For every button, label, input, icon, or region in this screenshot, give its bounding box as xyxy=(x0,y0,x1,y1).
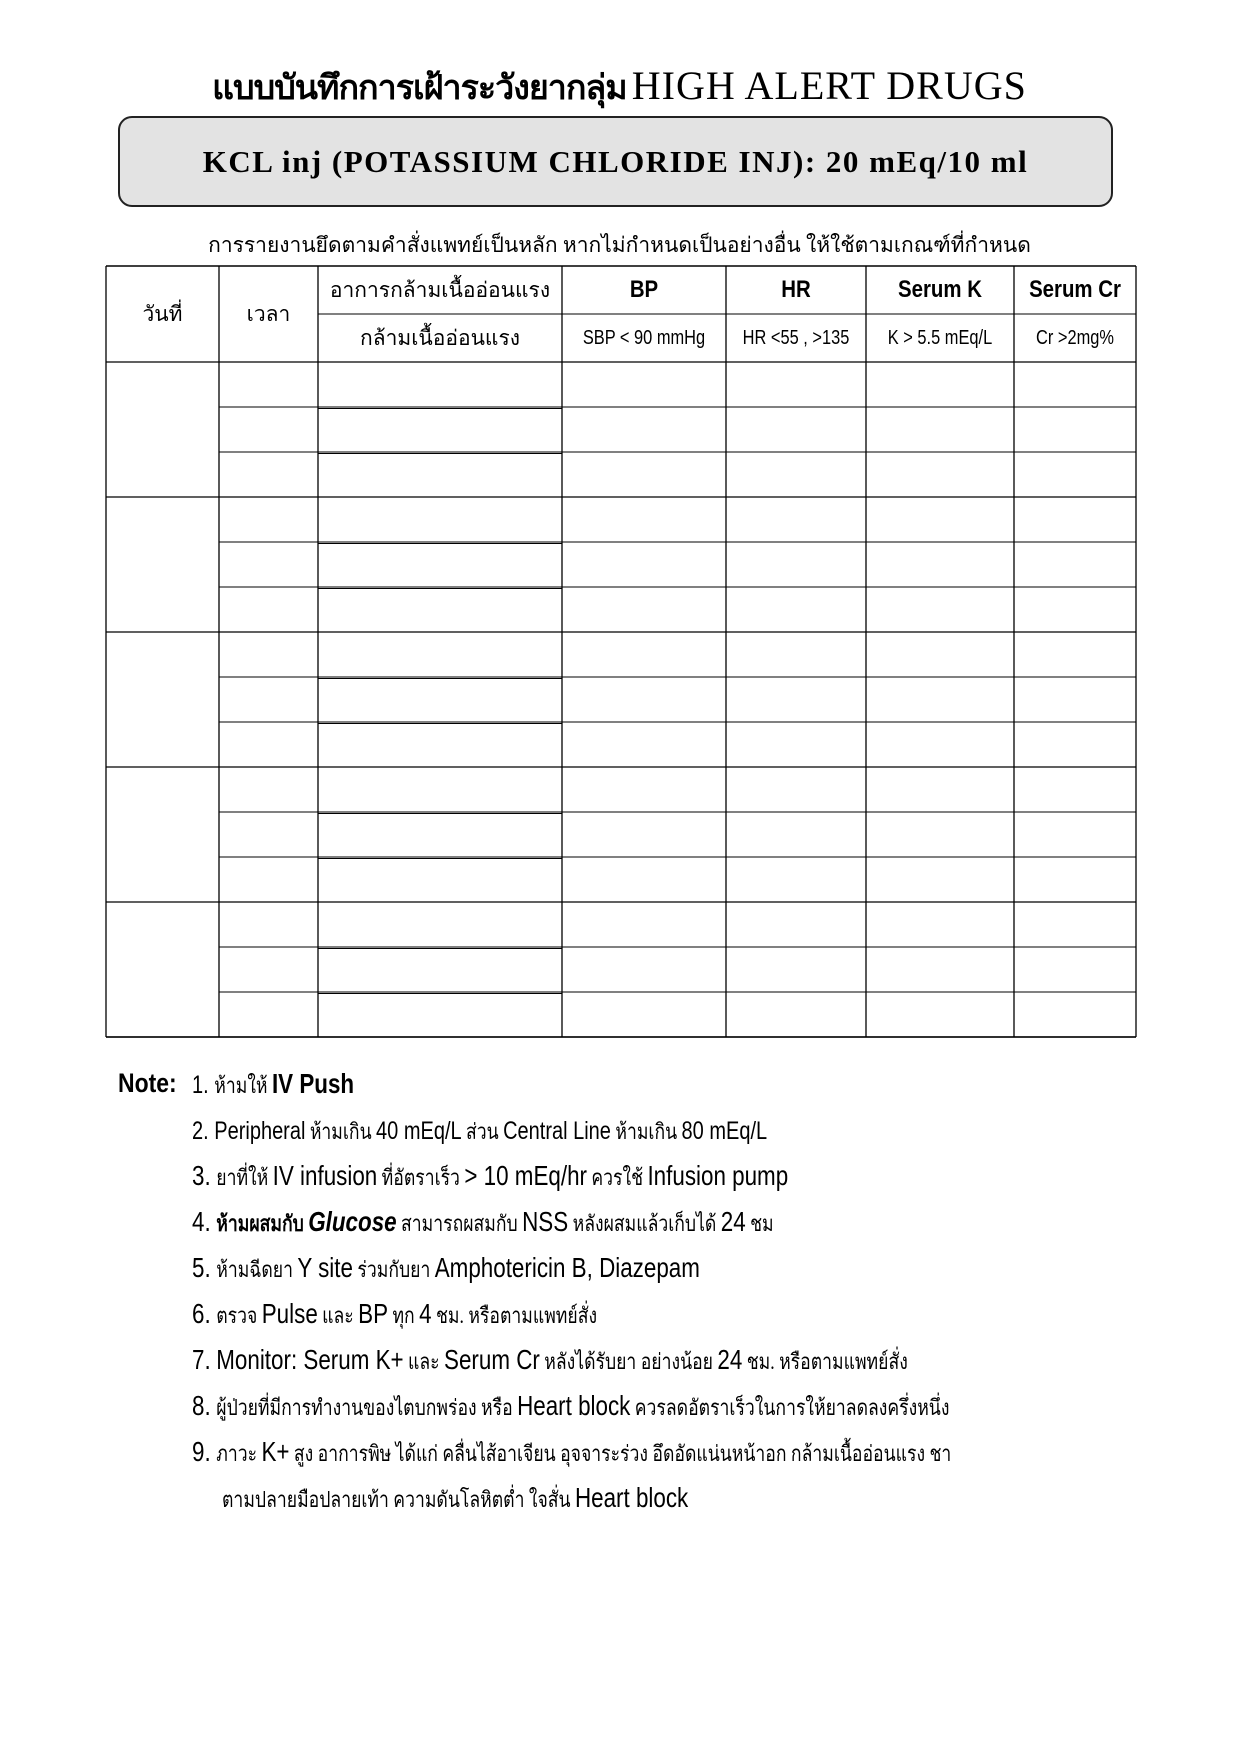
header-time: เวลา xyxy=(246,301,291,326)
note-item-7: 7. Monitor: Serum K+ และ Serum Cr หลังได้รับยา อย่างน้อย 24 ชม. หรือตามแพทย์สั่ง xyxy=(192,1344,908,1375)
note-item-1: 1. ห้ามให้ IV Push xyxy=(192,1068,355,1099)
header-serum-cr: Serum Cr xyxy=(1029,276,1121,303)
header-hr-criteria: HR <55 , >135 xyxy=(742,326,850,349)
header-symptom-sub: กล้ามเนื้ออ่อนแรง xyxy=(359,325,520,350)
note-item-2: 2. Peripheral ห้ามเกิน 40 mEq/L ส่วน Central Line ห้ามเกิน 80 mEq/L xyxy=(192,1117,768,1145)
note-item-5: 5. ห้ามฉีดยา Y site ร่วมกับยา Amphotericin B, Diazepam xyxy=(192,1252,700,1283)
note-label: Note: xyxy=(118,1068,177,1098)
note-item-9-continued: ตามปลายมือปลายเท้า ความดันโลหิตต่ำ ใจสั่น Heart block xyxy=(222,1482,689,1513)
header-bp: BP xyxy=(629,276,659,303)
header-hr: HR xyxy=(781,276,811,303)
title-english: HIGH ALERT DRUGS xyxy=(631,63,1027,108)
drug-name: KCL inj (POTASSIUM CHLORIDE INJ): 20 mEq/10 ml xyxy=(202,143,1029,179)
header-serum-k-criteria: K > 5.5 mEq/L xyxy=(887,326,993,349)
header-serum-k: Serum K xyxy=(898,276,982,303)
note-item-9: 9. ภาวะ K+ สูง อาการพิษ ได้แก่ คลื่นไส้อาเจียน อุจจาระร่วง อึดอัดแน่นหน้าอก กล้ามเนื้ออ่อนแรง ชา xyxy=(192,1436,952,1467)
title-thai: แบบบันทึกการเฝ้าระวังยากลุ่ม xyxy=(212,68,627,108)
note-item-8: 8. ผู้ป่วยที่มีการทำงานของไตบกพร่อง หรือ Heart block ควรลดอัตราเร็วในการให้ยาลดลงครึ่งหนึ่ง xyxy=(192,1390,950,1421)
header-serum-cr-criteria: Cr >2mg% xyxy=(1036,326,1114,349)
header-symptom: อาการกล้ามเนื้ออ่อนแรง xyxy=(329,277,551,302)
header-bp-criteria: SBP < 90 mmHg xyxy=(582,326,706,349)
note-item-3: 3. ยาที่ให้ IV infusion ที่อัตราเร็ว > 10 mEq/hr ควรใช้ Infusion pump xyxy=(192,1160,789,1191)
note-item-6: 6. ตรวจ Pulse และ BP ทุก 4 ชม. หรือตามแพทย์สั่ง xyxy=(192,1298,598,1329)
reporting-instruction: การรายงานยึดตามคำสั่งแพทย์เป็นหลัก หากไม่กำหนดเป็นอย่างอื่น ให้ใช้ตามเกณฑ์ที่กำหนด xyxy=(208,233,1031,257)
header-date: วันที่ xyxy=(142,301,183,326)
note-item-4: 4. ห้ามผสมกับ Glucose สามารถผสมกับ NSS หลังผสมแล้วเก็บได้ 24 ชม xyxy=(192,1206,774,1237)
